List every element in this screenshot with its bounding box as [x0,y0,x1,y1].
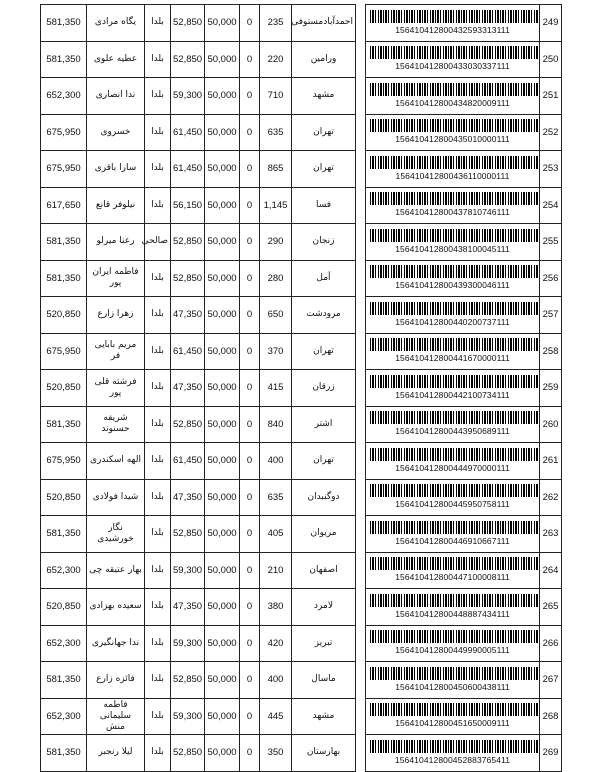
table-body [41,5,562,772]
recipient-name-cell: بهار عتیقه چی [87,552,145,589]
spacer-cell [356,625,366,662]
tracking-code: 156410412800442100734111 [395,389,510,400]
base-price-cell: 47,350 [171,479,205,516]
row-index-cell: 266 [540,625,562,662]
table-row [41,333,562,370]
barcode-cell [366,479,540,516]
total-cell: 675,950 [41,333,87,370]
weight-cell: 445 [260,698,292,735]
recipient-name-cell: فاطمه ایران پور [87,260,145,297]
total-cell: 520,850 [41,370,87,407]
flag-cell: 0 [240,5,260,42]
base-price-cell: 52,850 [171,735,205,772]
fee-cell: 50,000 [205,625,240,662]
table-row [41,516,562,553]
status-cell: بلدا [145,187,171,224]
flag-cell: 0 [240,516,260,553]
row-index-cell: 249 [540,5,562,42]
weight-cell: 650 [260,297,292,334]
spacer-cell [356,516,366,553]
barcode-cell [366,589,540,626]
flag-cell: 0 [240,151,260,188]
weight-cell: 220 [260,41,292,78]
barcode-graphic [370,667,538,680]
spacer-cell [356,370,366,407]
fee-cell: 50,000 [205,5,240,42]
tracking-code: 156410412800451650009111 [395,718,510,729]
tracking-code: 156410412800444970000111 [395,462,510,473]
barcode-cell [366,187,540,224]
total-cell: 675,950 [41,114,87,151]
row-index-cell: 255 [540,224,562,261]
table-row [41,406,562,443]
barcode-graphic [370,594,538,607]
barcode-graphic [370,46,538,59]
weight-cell: 420 [260,625,292,662]
weight-cell: 865 [260,151,292,188]
fee-cell: 50,000 [205,406,240,443]
city-cell: اصفهان [292,552,356,589]
flag-cell: 0 [240,406,260,443]
spacer-cell [356,151,366,188]
shipment-table-sheet [40,4,561,768]
barcode-graphic [370,119,538,132]
recipient-name-cell: شریفه حسنوند [87,406,145,443]
row-index-cell: 261 [540,443,562,480]
tracking-code: 156410412800436110000111 [395,170,510,181]
table-row [41,41,562,78]
weight-cell: 400 [260,662,292,699]
weight-cell: 400 [260,443,292,480]
table-row [41,224,562,261]
flag-cell: 0 [240,552,260,589]
spacer-cell [356,78,366,115]
spacer-cell [356,698,366,735]
city-cell: تهران [292,151,356,188]
barcode-cell [366,41,540,78]
recipient-name-cell: فاطمه سلیمانی منش [87,698,145,735]
row-index-cell: 250 [540,41,562,78]
total-cell: 675,950 [41,151,87,188]
barcode-cell [366,406,540,443]
tracking-code: 156410412800450600438111 [395,681,510,692]
recipient-name-cell: رعنا میرلو [87,224,145,261]
status-cell: بلدا [145,698,171,735]
barcode-cell [366,224,540,261]
barcode-graphic [370,484,538,497]
status-cell: بلدا [145,589,171,626]
table-row [41,735,562,772]
barcode-cell [366,114,540,151]
status-cell: بلدا [145,625,171,662]
barcode-cell [366,516,540,553]
base-price-cell: 52,850 [171,260,205,297]
total-cell: 652,300 [41,78,87,115]
recipient-name-cell: شیدا فولادی [87,479,145,516]
fee-cell: 50,000 [205,698,240,735]
status-cell: بلدا [145,552,171,589]
table-row [41,151,562,188]
status-cell: بلدا [145,735,171,772]
fee-cell: 50,000 [205,224,240,261]
tracking-code: 156410412800434820009111 [395,97,510,108]
spacer-cell [356,552,366,589]
status-cell: بلدا [145,662,171,699]
flag-cell: 0 [240,187,260,224]
flag-cell: 0 [240,114,260,151]
tracking-code: 156410412800432593313111 [395,24,510,35]
spacer-cell [356,41,366,78]
tracking-code: 156410412800443950689111 [395,426,510,437]
status-cell: بلدا [145,370,171,407]
tracking-code: 156410412800452883765411 [394,754,511,765]
flag-cell: 0 [240,78,260,115]
city-cell: ورامین [292,41,356,78]
recipient-name-cell: ندا جهانگیری [87,625,145,662]
base-price-cell: 52,850 [171,406,205,443]
recipient-name-cell: نگار خورشیدی [87,516,145,553]
recipient-name-cell: زهرا زارع [87,297,145,334]
city-cell: زرقان [292,370,356,407]
recipient-name-cell: مریم بابایی فر [87,333,145,370]
tracking-code: 156410412800441670000111 [395,353,510,364]
recipient-name-cell: سعیده بهزادی [87,589,145,626]
table-row [41,625,562,662]
shipment-table [40,4,562,772]
recipient-name-cell: نیلوفر قانع [87,187,145,224]
flag-cell: 0 [240,370,260,407]
barcode-cell [366,735,540,772]
status-cell: بلدا [145,114,171,151]
city-cell: تبریز [292,625,356,662]
row-index-cell: 258 [540,333,562,370]
weight-cell: 280 [260,260,292,297]
fee-cell: 50,000 [205,187,240,224]
barcode-cell [366,151,540,188]
base-price-cell: 61,450 [171,333,205,370]
row-index-cell: 268 [540,698,562,735]
barcode-graphic [370,703,538,716]
table-row [41,187,562,224]
city-cell: دوگنبدان [292,479,356,516]
base-price-cell: 52,850 [171,662,205,699]
tracking-code: 156410412800448887434111 [395,608,510,619]
barcode-graphic [370,630,538,643]
row-index-cell: 259 [540,370,562,407]
recipient-name-cell: ندا انصاری [87,78,145,115]
weight-cell: 710 [260,78,292,115]
total-cell: 652,300 [41,625,87,662]
flag-cell: 0 [240,589,260,626]
spacer-cell [356,260,366,297]
recipient-name-cell: الهه اسکندری [87,443,145,480]
spacer-cell [356,187,366,224]
status-cell: بلدا [145,333,171,370]
spacer-cell [356,589,366,626]
table-row [41,114,562,151]
total-cell: 675,950 [41,443,87,480]
row-index-cell: 263 [540,516,562,553]
tracking-code: 156410412800440200737111 [395,316,510,327]
table-row [41,479,562,516]
barcode-cell [366,662,540,699]
recipient-name-cell: فائزه زارع [87,662,145,699]
row-index-cell: 257 [540,297,562,334]
weight-cell: 210 [260,552,292,589]
barcode-graphic [370,265,538,278]
status-cell: صالحی [145,224,171,261]
city-cell: تهران [292,114,356,151]
tracking-code: 156410412800449990005111 [395,645,510,656]
city-cell: تهران [292,333,356,370]
fee-cell: 50,000 [205,114,240,151]
table-row [41,589,562,626]
tracking-code: 156410412800447100008111 [395,572,510,583]
barcode-cell [366,333,540,370]
total-cell: 581,350 [41,5,87,42]
barcode-graphic [370,448,538,461]
weight-cell: 370 [260,333,292,370]
total-cell: 617,650 [41,187,87,224]
weight-cell: 840 [260,406,292,443]
barcode-cell [366,552,540,589]
table-row [41,260,562,297]
base-price-cell: 47,350 [171,589,205,626]
table-row [41,443,562,480]
fee-cell: 50,000 [205,589,240,626]
status-cell: بلدا [145,151,171,188]
flag-cell: 0 [240,260,260,297]
total-cell: 581,350 [41,224,87,261]
city-cell: تهران [292,443,356,480]
total-cell: 581,350 [41,662,87,699]
fee-cell: 50,000 [205,333,240,370]
row-index-cell: 267 [540,662,562,699]
tracking-code: 156410412800433030337111 [395,61,510,72]
city-cell: مرودشت [292,297,356,334]
fee-cell: 50,000 [205,443,240,480]
barcode-graphic [370,83,538,96]
fee-cell: 50,000 [205,260,240,297]
barcode-graphic [370,740,538,753]
base-price-cell: 59,300 [171,78,205,115]
total-cell: 520,850 [41,479,87,516]
city-cell: احمدآبادمستوفی [292,5,356,42]
tracking-code: 156410412800439300046111 [395,280,510,291]
barcode-graphic [370,521,538,534]
recipient-name-cell: سارا باقری [87,151,145,188]
city-cell: مشهد [292,78,356,115]
table-row [41,552,562,589]
flag-cell: 0 [240,333,260,370]
recipient-name-cell: یگاه مرادی [87,5,145,42]
city-cell: مریوان [292,516,356,553]
tracking-code: 156410412800435010000111 [395,134,510,145]
row-index-cell: 260 [540,406,562,443]
fee-cell: 50,000 [205,552,240,589]
city-cell: بهارستان [292,735,356,772]
flag-cell: 0 [240,41,260,78]
barcode-graphic [370,302,538,315]
flag-cell: 0 [240,443,260,480]
total-cell: 652,300 [41,698,87,735]
weight-cell: 350 [260,735,292,772]
fee-cell: 50,000 [205,151,240,188]
spacer-cell [356,735,366,772]
barcode-cell [366,370,540,407]
table-row [41,662,562,699]
barcode-cell [366,625,540,662]
city-cell: مشهد [292,698,356,735]
base-price-cell: 47,350 [171,370,205,407]
barcode-cell [366,78,540,115]
barcode-graphic [370,192,538,205]
spacer-cell [356,443,366,480]
base-price-cell: 52,850 [171,41,205,78]
spacer-cell [356,5,366,42]
barcode-cell [366,698,540,735]
city-cell: آمل [292,260,356,297]
weight-cell: 415 [260,370,292,407]
city-cell: اشتر [292,406,356,443]
base-price-cell: 61,450 [171,114,205,151]
flag-cell: 0 [240,479,260,516]
tracking-code: 156410412800437810746111 [395,207,510,218]
weight-cell: 235 [260,5,292,42]
status-cell: بلدا [145,78,171,115]
base-price-cell: 47,350 [171,297,205,334]
row-index-cell: 251 [540,78,562,115]
barcode-graphic [370,338,538,351]
city-cell: فسا [292,187,356,224]
total-cell: 581,350 [41,735,87,772]
base-price-cell: 52,850 [171,5,205,42]
row-index-cell: 253 [540,151,562,188]
row-index-cell: 269 [540,735,562,772]
barcode-cell [366,260,540,297]
spacer-cell [356,479,366,516]
status-cell: بلدا [145,297,171,334]
status-cell: بلدا [145,41,171,78]
barcode-graphic [370,10,538,23]
tracking-code: 156410412800445950758111 [395,499,510,510]
flag-cell: 0 [240,735,260,772]
barcode-graphic [370,229,538,242]
table-row [41,698,562,735]
weight-cell: 635 [260,479,292,516]
fee-cell: 50,000 [205,479,240,516]
row-index-cell: 254 [540,187,562,224]
flag-cell: 0 [240,698,260,735]
city-cell: لامرد [292,589,356,626]
status-cell: بلدا [145,260,171,297]
recipient-name-cell: فرشته قلی پور [87,370,145,407]
barcode-graphic [370,375,538,388]
total-cell: 581,350 [41,260,87,297]
recipient-name-cell: لیلا رنجبر [87,735,145,772]
weight-cell: 1,145 [260,187,292,224]
flag-cell: 0 [240,662,260,699]
base-price-cell: 59,300 [171,698,205,735]
total-cell: 652,300 [41,552,87,589]
table-row [41,370,562,407]
total-cell: 581,350 [41,406,87,443]
fee-cell: 50,000 [205,297,240,334]
spacer-cell [356,114,366,151]
total-cell: 520,850 [41,297,87,334]
table-row [41,297,562,334]
row-index-cell: 256 [540,260,562,297]
weight-cell: 405 [260,516,292,553]
table-row [41,5,562,42]
weight-cell: 380 [260,589,292,626]
barcode-cell [366,443,540,480]
recipient-name-cell: خسروی [87,114,145,151]
tracking-code: 156410412800446910667111 [395,535,510,546]
flag-cell: 0 [240,625,260,662]
spacer-cell [356,297,366,334]
status-cell: بلدا [145,443,171,480]
base-price-cell: 56,150 [171,187,205,224]
barcode-graphic [370,557,538,570]
status-cell: بلدا [145,5,171,42]
spacer-cell [356,406,366,443]
base-price-cell: 59,300 [171,625,205,662]
spacer-cell [356,333,366,370]
status-cell: بلدا [145,516,171,553]
total-cell: 520,850 [41,589,87,626]
status-cell: بلدا [145,406,171,443]
recipient-name-cell: عطیه علوی [87,41,145,78]
weight-cell: 635 [260,114,292,151]
barcode-graphic [370,411,538,424]
fee-cell: 50,000 [205,516,240,553]
spacer-cell [356,662,366,699]
flag-cell: 0 [240,297,260,334]
total-cell: 581,350 [41,41,87,78]
base-price-cell: 61,450 [171,151,205,188]
base-price-cell: 52,850 [171,516,205,553]
spacer-cell [356,224,366,261]
barcode-graphic [370,156,538,169]
fee-cell: 50,000 [205,662,240,699]
flag-cell: 0 [240,224,260,261]
tracking-code: 156410412800438100045111 [395,243,510,254]
weight-cell: 290 [260,224,292,261]
row-index-cell: 252 [540,114,562,151]
total-cell: 581,350 [41,516,87,553]
row-index-cell: 264 [540,552,562,589]
table-row [41,78,562,115]
city-cell: ماسال [292,662,356,699]
row-index-cell: 265 [540,589,562,626]
fee-cell: 50,000 [205,41,240,78]
fee-cell: 50,000 [205,78,240,115]
fee-cell: 50,000 [205,370,240,407]
base-price-cell: 59,300 [171,552,205,589]
row-index-cell: 262 [540,479,562,516]
status-cell: بلدا [145,479,171,516]
barcode-cell [366,5,540,42]
base-price-cell: 52,850 [171,224,205,261]
barcode-cell [366,297,540,334]
fee-cell: 50,000 [205,735,240,772]
base-price-cell: 61,450 [171,443,205,480]
city-cell: زنجان [292,224,356,261]
